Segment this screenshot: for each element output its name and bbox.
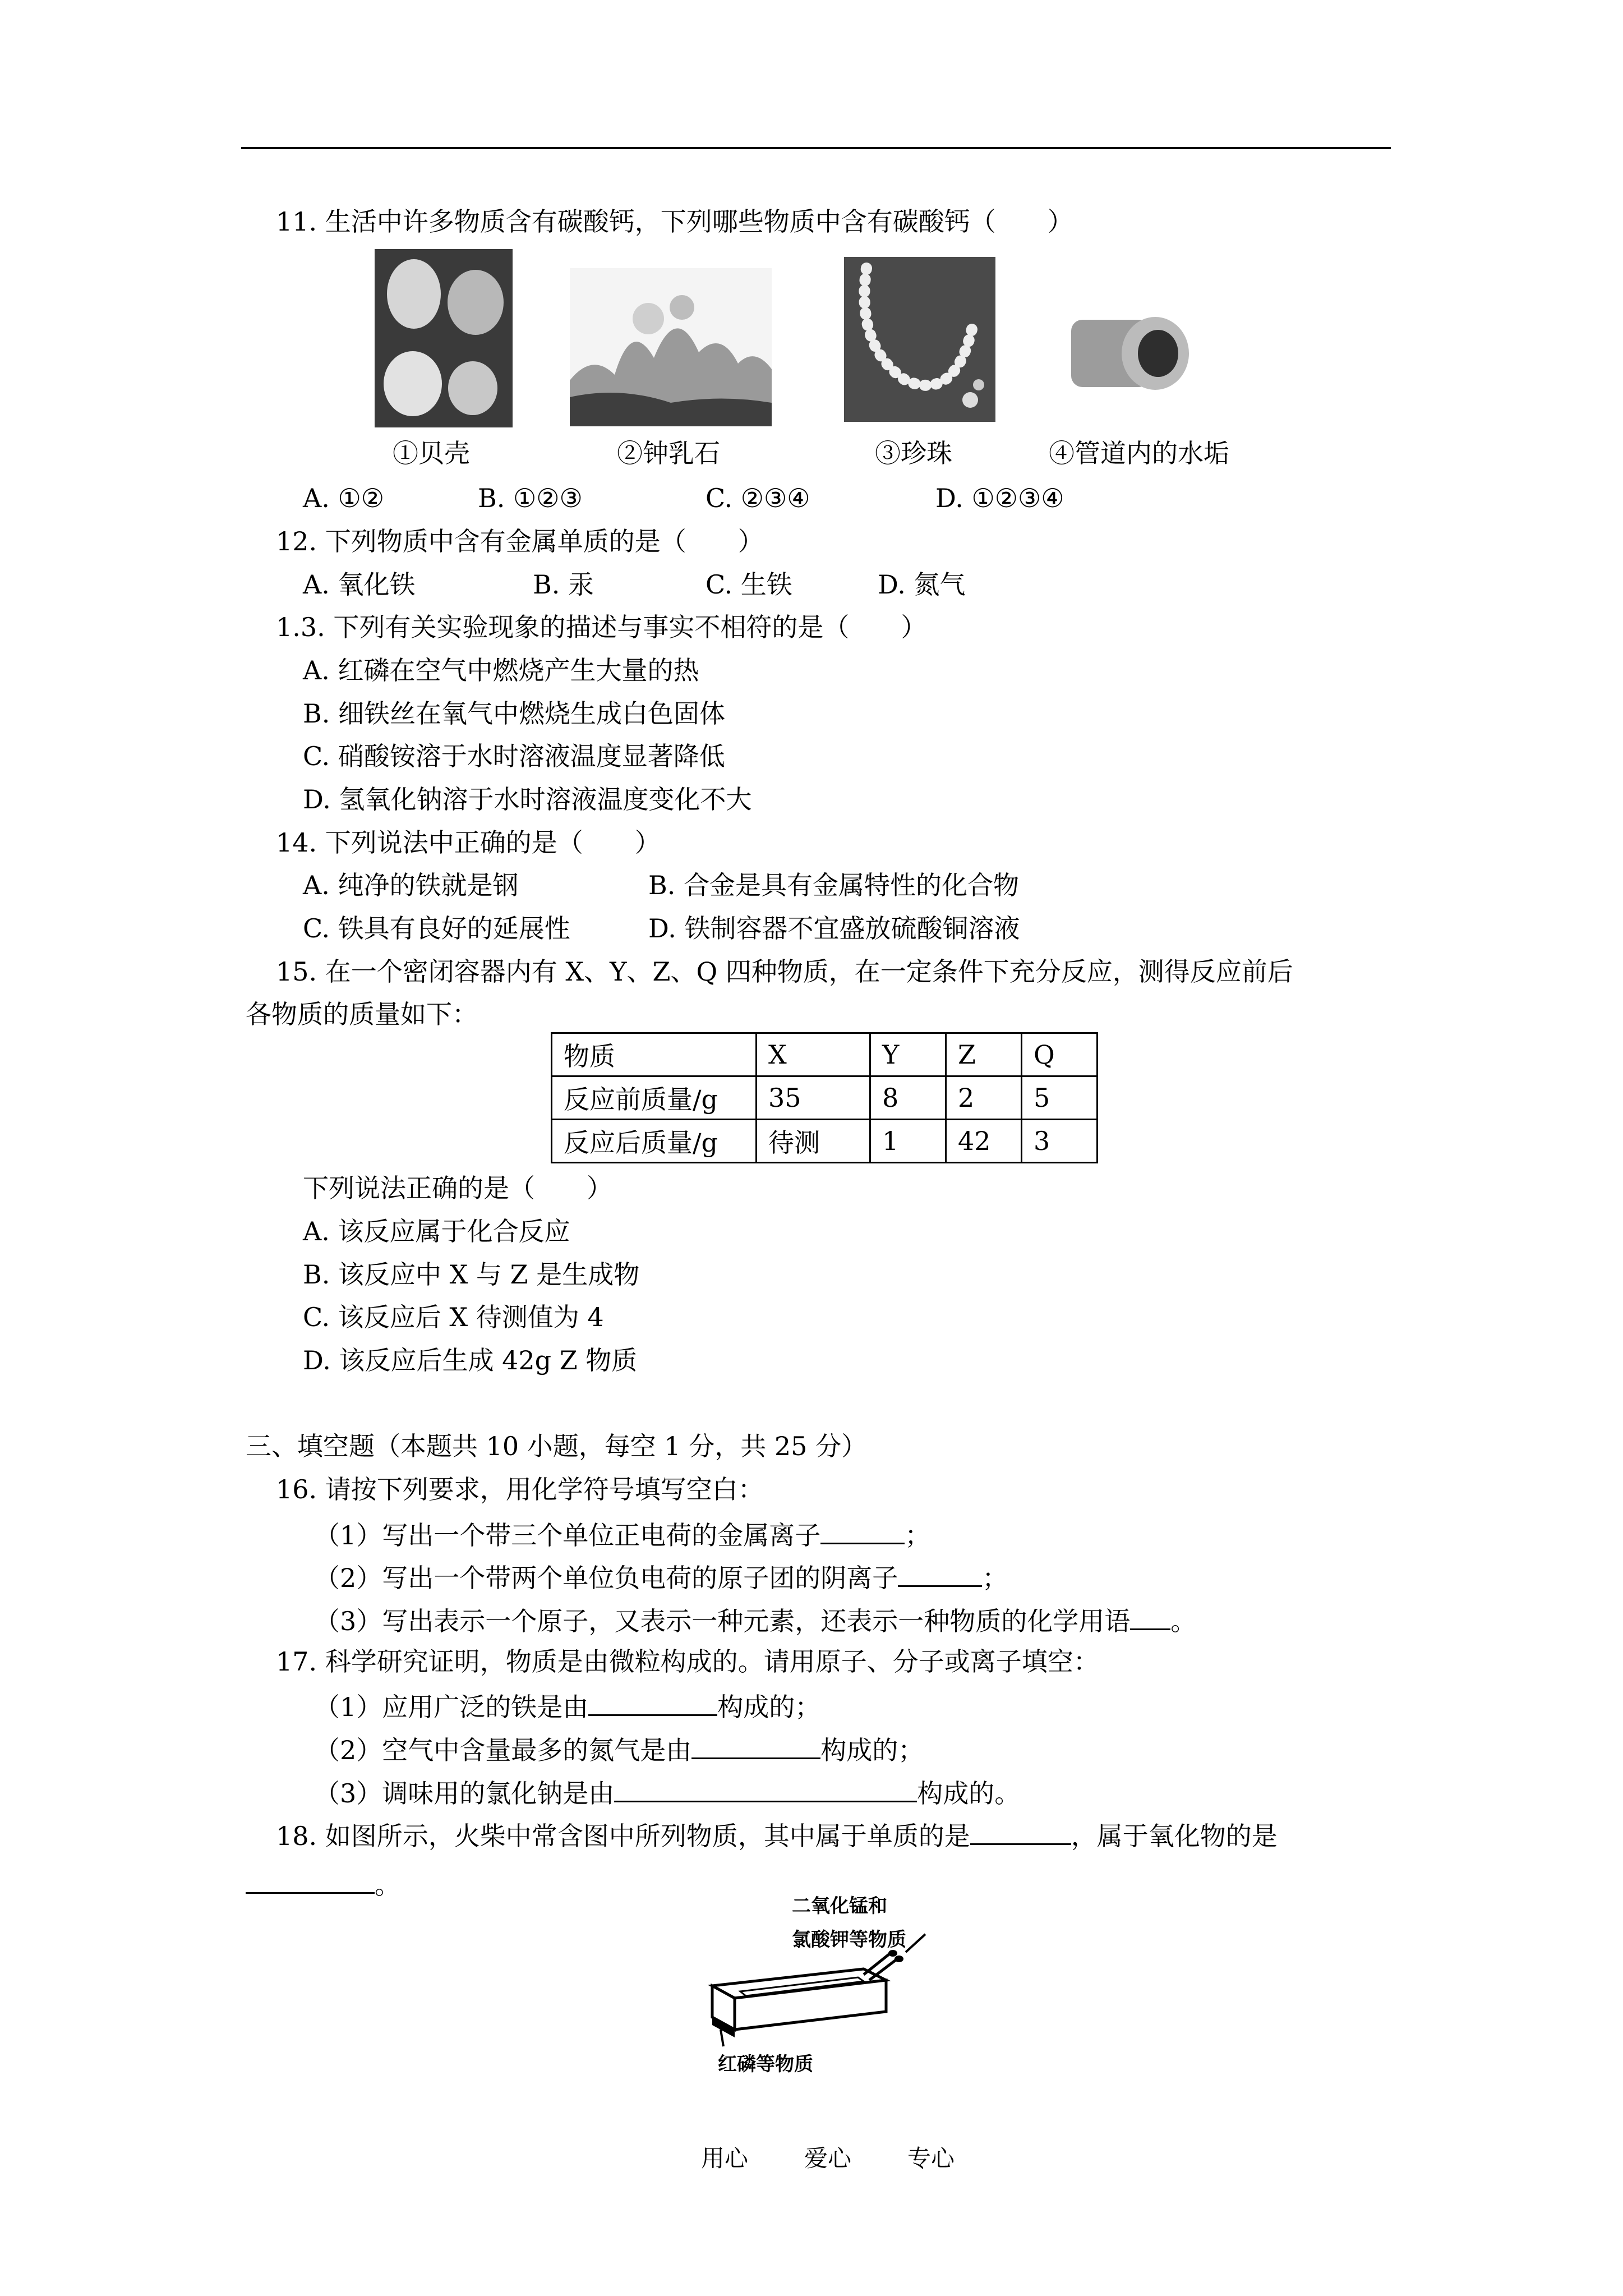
q15-option-a: A. 该反应属于化合反应 [303, 1216, 570, 1246]
table-cell: 35 [757, 1076, 870, 1120]
q14-option-a: A. 纯净的铁就是钢 [303, 870, 519, 900]
q13-option-b: B. 细铁丝在氧气中燃烧生成白色固体 [303, 698, 726, 729]
answer-blank[interactable] [820, 1516, 905, 1544]
q18-line1-text: 18. 如图所示，火柴中常含图中所列物质，其中属于单质的是 [276, 1821, 970, 1851]
q12-option-b: B. 汞 [533, 569, 594, 600]
q16-item-2-end: ； [982, 1563, 1008, 1593]
pearl-image [844, 257, 995, 422]
q15-stem-line1: 15. 在一个密闭容器内有 X、Y、Z、Q 四种物质，在一定条件下充分反应，测得反应前后 [276, 956, 1293, 987]
table-cell: 待测 [757, 1120, 870, 1163]
table-row [552, 1120, 1098, 1163]
q15-prompt: 下列说法正确的是（ ） [303, 1173, 612, 1203]
table-cell: Y [870, 1033, 946, 1076]
q14-option-d: D. 铁制容器不宜盛放硫酸铜溶液 [648, 913, 1020, 944]
caption-pearl: ③珍珠 [875, 438, 952, 468]
diagram-label-kclo3: 氯酸钾等物质 [792, 1929, 906, 1951]
page-footer [701, 2140, 955, 2174]
q12-option-d: D. 氮气 [878, 569, 966, 600]
q16-item-2-text: （2）写出一个带两个单位负电荷的原子团的阴离子 [314, 1563, 898, 1593]
answer-blank[interactable] [970, 1816, 1071, 1845]
q16-stem: 16. 请按下列要求，用化学符号填写空白： [276, 1474, 764, 1504]
footer-word: 爱心 [804, 2145, 852, 2172]
table-header-row [552, 1033, 1098, 1076]
q11-option-c: C. ②③④ [706, 483, 810, 513]
q17-item-3-text: （3）调味用的氯化钠是由 [314, 1778, 615, 1809]
table-cell: 1 [870, 1120, 946, 1163]
q16-item-3-end: 。 [1170, 1606, 1197, 1636]
q12-stem: 12. 下列物质中含有金属单质的是（ ） [276, 526, 764, 556]
q11-option-d: D. ①②③④ [935, 483, 1064, 513]
shell-image [375, 249, 513, 427]
q16-item-2 [314, 1558, 1008, 1595]
diagram-label-red-phosphorus: 红磷等物质 [718, 2053, 813, 2076]
q17-item-3 [314, 1774, 1020, 1810]
diagram-label-mno2: 二氧化锰和 [792, 1895, 887, 1917]
table-cell: 2 [946, 1076, 1022, 1120]
table-cell: 反应前质量/g [552, 1076, 757, 1120]
q16-item-1-end: ； [905, 1520, 931, 1550]
q17-item-1-end: 构成的； [717, 1692, 821, 1722]
q17-item-2-end: 构成的； [820, 1735, 924, 1765]
table-cell: X [757, 1033, 870, 1076]
footer-word: 专心 [907, 2145, 955, 2172]
q17-item-2-text: （2）空气中含量最多的氮气是由 [314, 1735, 692, 1765]
q15-option-d: D. 该反应后生成 42g Z 物质 [303, 1345, 638, 1375]
table-cell: 42 [946, 1120, 1022, 1163]
q14-option-c: C. 铁具有良好的延展性 [303, 913, 570, 944]
q17-stem: 17. 科学研究证明，物质是由微粒构成的。请用原子、分子或离子填空： [276, 1646, 1099, 1677]
table-cell: 5 [1022, 1076, 1098, 1120]
q13-stem: 1.3. 下列有关实验现象的描述与事实不相符的是（ ） [276, 612, 927, 642]
q15-option-c: C. 该反应后 X 待测值为 4 [303, 1302, 604, 1332]
section3-title: 三、填空题（本题共 10 小题，每空 1 分，共 25 分） [246, 1431, 868, 1461]
answer-blank[interactable] [588, 1687, 717, 1716]
q17-item-3-end: 构成的。 [917, 1778, 1021, 1809]
q12-option-c: C. 生铁 [706, 569, 792, 600]
answer-blank[interactable] [898, 1558, 982, 1587]
q14-option-b: B. 合金是具有金属特性的化合物 [648, 870, 1020, 900]
q16-item-3-text: （3）写出表示一个原子，又表示一种元素，还表示一种物质的化学用语 [314, 1606, 1131, 1636]
mass-table [551, 1032, 1098, 1163]
table-cell: 反应后质量/g [552, 1120, 757, 1163]
table-cell: 3 [1022, 1120, 1098, 1163]
q16-item-3 [314, 1602, 1196, 1638]
answer-blank[interactable] [614, 1774, 917, 1802]
q18-line1 [276, 1816, 1278, 1853]
answer-blank[interactable] [1130, 1602, 1170, 1630]
q11-option-b: B. ①②③ [478, 483, 583, 513]
caption-scale: ④管道内的水垢 [1049, 438, 1229, 468]
caption-shell: ①贝壳 [393, 438, 470, 468]
q12-option-a: A. 氧化铁 [303, 569, 416, 600]
header-rule [241, 147, 1391, 149]
q11-option-a: A. ①② [303, 483, 384, 513]
q18-line2 [246, 1865, 400, 1902]
caption-stalactite: ②钟乳石 [617, 438, 720, 468]
q13-option-a: A. 红磷在空气中燃烧产生大量的热 [303, 655, 699, 685]
q17-item-1 [314, 1687, 820, 1724]
q13-option-c: C. 硝酸铵溶于水时溶液温度显著降低 [303, 741, 725, 771]
q18-line1-mid: ，属于氧化物的是 [1071, 1821, 1278, 1851]
q16-item-1-text: （1）写出一个带三个单位正电荷的金属离子 [314, 1520, 821, 1550]
table-cell: Q [1022, 1033, 1098, 1076]
q18-line2-end: 。 [375, 1870, 400, 1900]
q14-stem: 14. 下列说法中正确的是（ ） [276, 827, 661, 858]
q15-stem-line2: 各物质的质量如下： [246, 999, 478, 1029]
q16-item-1 [314, 1516, 930, 1552]
q15-option-b: B. 该反应中 X 与 Z 是生成物 [303, 1259, 640, 1290]
footer-word: 用心 [701, 2145, 749, 2172]
answer-blank[interactable] [246, 1865, 375, 1894]
scale-pipe-image [1066, 297, 1200, 409]
table-cell: 8 [870, 1076, 946, 1120]
q13-option-d: D. 氢氧化钠溶于水时溶液温度变化不大 [303, 784, 752, 815]
answer-blank[interactable] [691, 1731, 820, 1759]
stalactite-image [570, 268, 772, 426]
table-row [552, 1076, 1098, 1120]
table-cell: 物质 [552, 1033, 757, 1076]
q11-stem: 11. 生活中许多物质含有碳酸钙，下列哪些物质中含有碳酸钙（ ） [276, 206, 1073, 237]
q17-item-1-text: （1）应用广泛的铁是由 [314, 1692, 589, 1722]
q17-item-2 [314, 1731, 924, 1767]
table-cell: Z [946, 1033, 1022, 1076]
